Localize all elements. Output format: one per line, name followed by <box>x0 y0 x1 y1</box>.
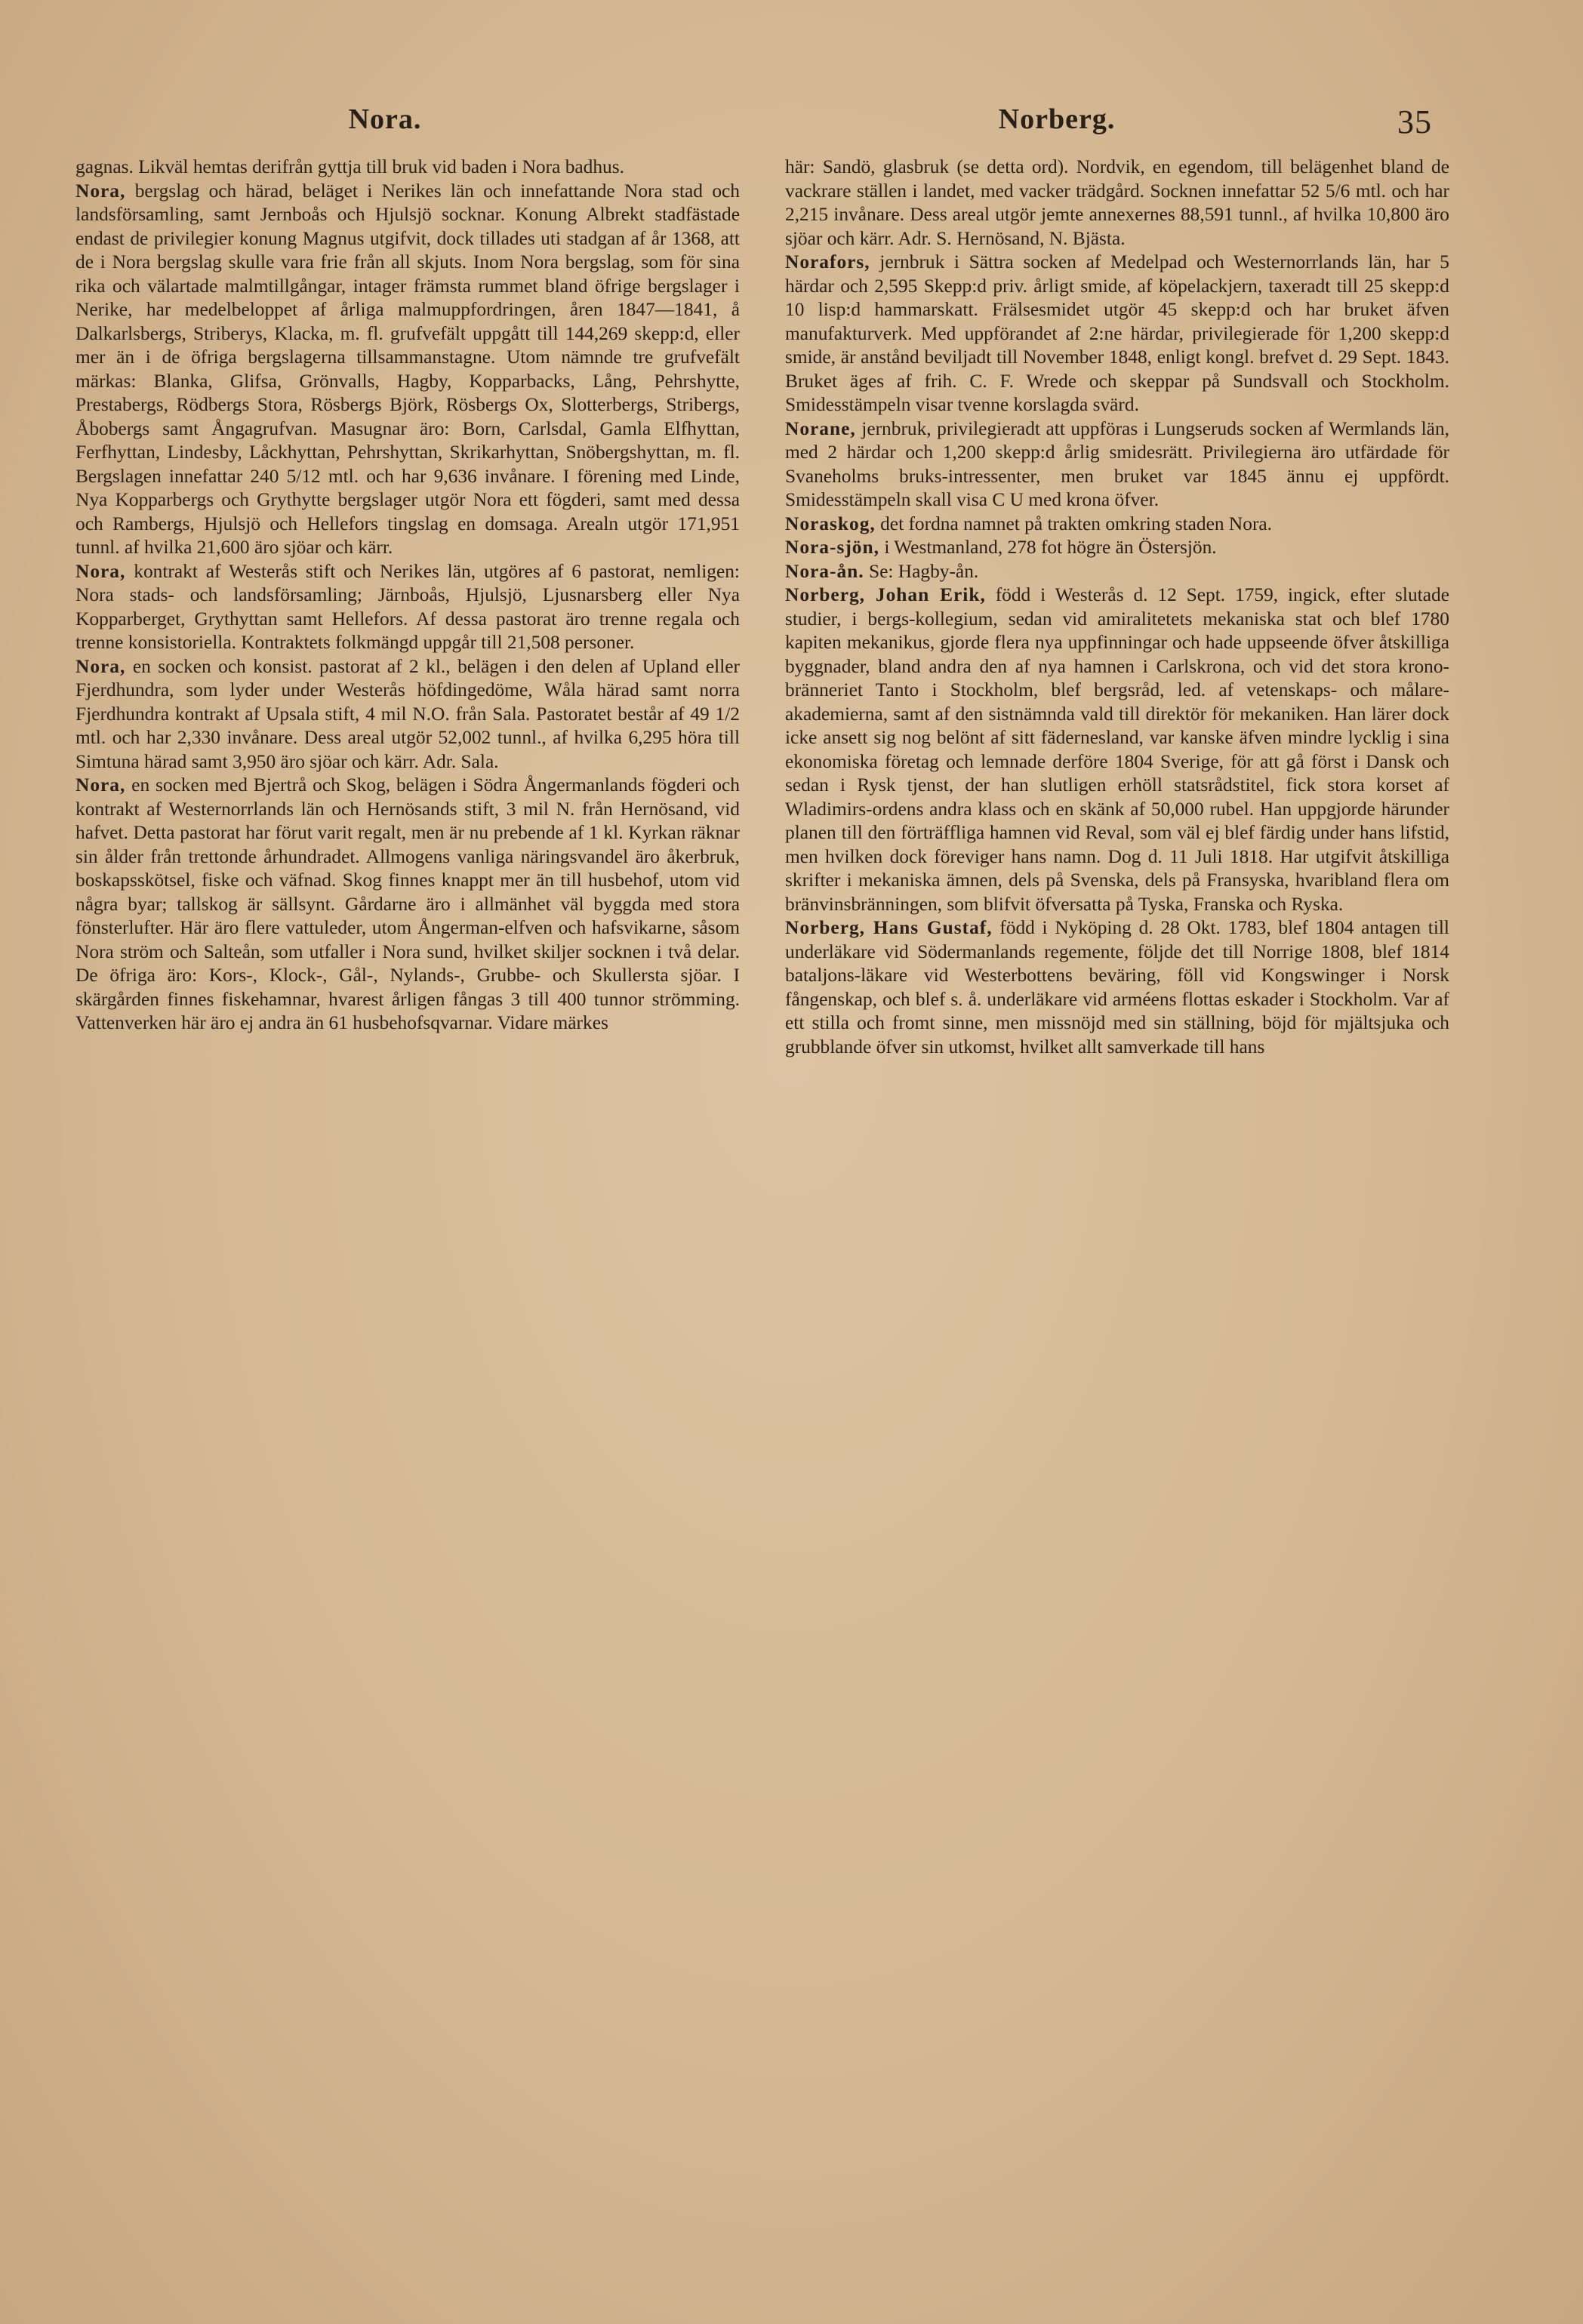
page-number: 35 <box>1397 103 1432 140</box>
entry-norberg-johan-erik <box>785 583 1449 916</box>
entry-text: jernbruk, privilegieradt att uppföras i Lungseruds socken af Wermlands län, med 2 härdar och 1,200 skepp:d årlig smidesrätt. Privilegierna äro utfärdade för Svaneholms bruks-intressenter, men bruket var 1845 ännu ej uppfördt. Smidesstämpeln skall visa C U med krona öfver. <box>785 417 1449 510</box>
entry-norberg-hans-gustaf <box>785 916 1449 1059</box>
entry-headword: Norafors, <box>785 251 870 272</box>
running-head-right: Norberg. <box>998 103 1116 135</box>
entry-norane <box>785 417 1449 513</box>
entry-headword: Norberg, Johan Erik, <box>785 584 986 605</box>
entry-continuation <box>785 155 1449 251</box>
entry-headword: Noraskog, <box>785 513 876 534</box>
entry-nora-socken-angermanland <box>75 774 740 1036</box>
entry-nora-bergslag <box>75 180 740 560</box>
entry-text: här: Sandö, glasbruk (se detta ord). Nordvik, en egendom, till belägenhet bland de vackrare ställen i landet, med vacker trädgård. Socknen innefattar 52 5/6 mtl. och har 2,215 invånare. Dess areal utgör jemte annexernes 88,591 tunnl., af hvilka 10,800 äro sjöar och kärr. Adr. S. Hernösand, N. Bjästa. <box>785 156 1449 249</box>
entry-text: Se: Hagby-ån. <box>868 560 979 582</box>
entry-headword: Norane, <box>785 417 856 439</box>
entry-headword: Nora-ån. <box>785 560 864 582</box>
entry-text: gagnas. Likväl hemtas derifrån gyttja till bruk vid baden i Nora badhus. <box>75 156 624 177</box>
entry-text: en socken med Bjertrå och Skog, belägen i Södra Ångermanlands fögderi och kontrakt af Westernorrlands län och Hernösands stift, 3 mil N. från Hernösand, vid hafvet. Detta pastorat har förut varit regalt, men är nu prebende af 1 kl. Kyrkan räknar sin ålder från trettonde århundradet. Allmogens vanliga näringsvandel äro åkerbruk, boskapsskötsel, fiske och väfnad. Skog finnes knappt mer än till husbehof, utom vid några byar; tallskog är sällsynt. Gårdarne äro i allmänhet väl byggda med stora fönsterlufter. Här äro flere vattuleder, utom Ångerman-elfven och hafsvikarne, såsom Nora ström och Salteån, som utfaller i Nora sund, hvilket skiljer socknen i två delar. De öfriga äro: Kors-, Klock-, Gål-, Nylands-, Grubbe- och Skullersta sjöar. I skärgården finnes fiskehamnar, hvarest årligen fångas 3 till 400 tunnor strömming. Vattenverken här äro ej andra än 61 husbehofsqvarnar. Vidare märkes <box>75 774 740 1033</box>
left-column <box>75 155 740 1036</box>
entry-text: i Westmanland, 278 fot högre än Östersjön. <box>884 537 1217 558</box>
entry-nora-kontrakt <box>75 560 740 655</box>
entry-headword: Norberg, Hans Gustaf, <box>785 917 993 938</box>
entry-text: kontrakt af Westerås stift och Nerikes län, utgöres af 6 pastorat, nemligen: Nora stads- och landsförsamling; Järnboås, Hjulsjö, Ljusnarsberg eller Nya Kopparberget, Grythyttan samt Hellefors. Af dessa pastorat äro trenne regala och trenne konsistoriella. Kontraktets folkmängd uppgår till 21,508 personer. <box>75 560 740 653</box>
entry-headword: Nora, <box>75 774 126 796</box>
entry-nora-sjon <box>785 536 1449 560</box>
entry-text: det fordna namnet på trakten omkring staden Nora. <box>880 513 1273 534</box>
right-column <box>785 155 1449 1059</box>
entry-text: född i Westerås d. 12 Sept. 1759, ingick, efter slutade studier, i bergs-kollegium, sedan vid amiralitetets mekaniska stat och blef 1780 kapiten mekanikus, gjorde flera nya uppfinningar och hade uppseende öfver åtskilliga byggnader, bland andra den af nya hamnen i Carlskrona, och vid det stora krono-bränneriet Tanto i Stockholm, blef bergsråd, led. af vetenskaps- och målare-akademierna, samt af den sistnämnda vald till direktör för mekaniken. Han lärer dock icke ansett sig nog belönt af sitt fädernesland, var kanske äfven mindre lycklig i sina ekonomiska företag och lemnade derföre 1804 Sverige, för att gå först i Dansk och sedan i Rysk tjenst, der han slutligen erhöll statsrådstitel, fick stora korset af Wladimirs-ordens andra klass och en skänk af 50,000 rubel. Han uppgjorde härunder planen till den förträffliga hamnen vid Reval, som väl ej blef färdig under hans lifstid, men hvilken dock föreviger hans namn. Dog d. 11 Juli 1818. Har utgifvit åtskilliga skrifter i mekaniska ämnen, dels på Svenska, dels på Fransyska, hvaribland flera om bränvinsbränningen, som blifvit öfversatta på Tyska, Franska och Ryska. <box>785 584 1449 915</box>
entry-headword: Nora, <box>75 560 126 582</box>
running-head-left: Nora. <box>348 103 422 135</box>
entry-headword: Nora-sjön, <box>785 537 879 558</box>
entry-nora-an <box>785 560 1449 584</box>
entry-headword: Nora, <box>75 180 126 202</box>
entry-nora-socken-upland <box>75 655 740 774</box>
entry-text: född i Nyköping d. 28 Okt. 1783, blef 1804 antagen till underläkare vid Södermanlands regemente, följde det till Norrige 1808, blef 1814 bataljons-läkare vid Westerbottens beväring, föll vid Kongswinger i Norsk fångenskap, och blef s. å. underläkare vid arméens flottas eskader i Stockholm. Var af ett stilla och fromt sinne, men missnöjd med sin ställning, böjd för mjältsjuka och grubblande öfver sin utkomst, hvilket allt samverkade till hans <box>785 917 1449 1057</box>
entry-text: jernbruk i Sättra socken af Medelpad och Westernorrlands län, har 5 härdar och 2,595 Skepp:d priv. årligt smide, af köpelackjern, taxeradt till 25 skepp:d 10 lisp:d hammarskatt. Frälsesmidet utgör 45 skepp:d och har bruket äfven manufakturverk. Med uppförandet af 2:ne härdar, privilegierade för 1,200 skepp:d smide, är anstånd beviljadt till November 1848, enligt kongl. brefvet d. 29 Sept. 1843. Bruket äges af frih. C. F. Wrede och skeppar på Sundsvall och Stockholm. Smidesstämpeln visar tvenne korslagda svärd. <box>785 251 1449 415</box>
entry-norafors <box>785 251 1449 417</box>
entry-continuation <box>75 155 740 180</box>
entry-text: bergslag och härad, beläget i Nerikes län och innefattande Nora stad och landsförsamling, samt Jernboås och Hjulsjö socknar. Konung Albrekt stadfästade endast de privilegier konung Magnus utgifvit, dock tillades uti stadgan af år 1368, att de i Nora bergslag skulle vara frie från all skjuts. Inom Nora bergslag, som för sina rika och välartade malmtillgångar, intager främsta rummet bland öfrige bergslager i Nerike, har medelbeloppet af årliga malmuppfordringen, åren 1847—1841, å Dalkarlsbergs, Striberys, Klacka, m. fl. grufvefält uppgått till 144,269 skepp:d, eller mer än i de öfriga bergslagerna tillsammanstagne. Utom nämnde tre grufvefält märkas: Blanka, Glifsa, Grönvalls, Hagby, Kopparbacks, Lång, Pehrshytte, Prestabergs, Rödbergs Stora, Rösbergs Björk, Rösbergs Ox, Slotterbergs, Stribergs, Åbobergs samt Ångagrufvan. Masugnar äro: Born, Carlsdal, Gamla Elfhyttan, Ferfhyttan, Lindesby, Låckhyttan, Pehrshyttan, Skrikarhyttan, Snöbergshyttan, m. fl. Bergslagen innefattar 240 5/12 mtl. och har 9,636 invånare. I förening med Linde, Nya Kopparbergs och Grythytte bergslager utgör Nora ett fögderi, samt med dessa och Rambergs, Hjulsjö och Hellefors tingslag en domsaga. Arealn utgör 171,951 tunnl. af hvilka 21,600 äro sjöar och kärr. <box>75 180 740 558</box>
entry-headword: Nora, <box>75 655 126 677</box>
entry-text: en socken och konsist. pastorat af 2 kl., belägen i den delen af Upland eller Fjerdhundra, som lyder under Westerås höfdingedöme, Wåla härad samt norra Fjerdhundra kontrakt af Upsala stift, 4 mil N.O. från Sala. Pastoratet består af 49 1/2 mtl. och har 2,330 invånare. Dess areal utgör 52,002 tunnl., af hvilka 6,295 höra till Simtuna härad samt 3,950 äro sjöar och kärr. Adr. Sala. <box>75 655 740 772</box>
entry-noraskog <box>785 513 1449 537</box>
